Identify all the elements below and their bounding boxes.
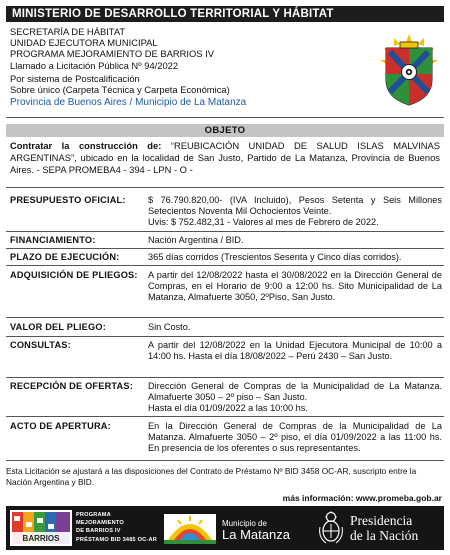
divider [6,231,444,232]
unidad-line: UNIDAD EJECUTORA MUNICIPAL [10,37,158,49]
promeba-caption: PROGRAMA MEJORAMIENTO DE BARRIOS IV PRÉSTAMO BID 3485 OC-AR [76,512,157,543]
row-label: FINANCIAMIENTO: [10,235,96,245]
row-label: ADQUISICIÓN DE PLIEGOS: [10,270,138,280]
header-block [10,26,370,108]
sobre-line: Sobre único (Carpeta Técnica y Carpeta Económica) [10,84,230,96]
row-value: Nación Argentina / BID. [148,235,244,245]
row-label: RECEPCIÓN DE OFERTAS: [10,381,133,391]
provincia-line: Provincia de Buenos Aires / Municipio de La Matanza [10,97,247,109]
footer-logos [6,506,444,550]
la-matanza-logo-icon [164,514,216,544]
row-value: A partir del 12/08/2022 hasta el 30/08/2022 en la Dirección General de Compras, en el Horario de 9:00 a 12:00 hs. Sito Municipalidad de La Matanza, Almafuerte 3050, 2ºPiso, San Justo. [148,270,442,302]
footnote: Esta Licitación se ajustará a las disposiciones del Contrato de Préstamo Nº BID 3458 OC-AR, suscripto entre la Nación Argentina y BID. [6,466,417,487]
row-value: A partir del 12/08/2022 en la Unidad Ejecutora Municipal de 10:00 a 14:00 hs. Hasta el día 18/08/2022 – Perú 2430 – San Justo. [148,340,442,361]
secretaria-line: SECRETARÍA DE HÁBITAT [10,26,126,37]
municipal-coat-of-arms-icon [378,34,440,106]
objeto-body: “REUBICACIÓN UNIDAD DE SALUD ISLAS MALVINAS ARGENTINAS”, ubicado en la localidad de San Justo, Partido de La Matanza, Provincia de Buenos Aires. - SEPA PROMEBA4 - 394 - LPN - O - [10,140,440,176]
promeba-logo-icon [10,510,72,546]
divider [6,416,444,417]
objeto-heading: OBJETO [6,124,444,137]
ministry-bar: MINISTERIO DE DESARROLLO TERRITORIAL Y HÁBITAT [6,6,444,22]
presidencia-caption: Presidencia de la Nación [350,513,419,543]
divider [6,265,444,266]
row-value: Sin Costo. [148,322,191,332]
svg-text:BARRIOS: BARRIOS [22,534,60,543]
row-value: En la Dirección General de Compras de la Municipalidad de La Matanza. Almafuerte 3050 – 2º piso, el día 01/09/2022 a las 11:00 hs. En presencia de los oferentes o sus representantes. [148,421,442,453]
national-coat-of-arms-icon [318,511,344,545]
la-matanza-caption: Municipio de La Matanza [222,519,290,542]
objeto-lead: Contratar la construcción de: [10,140,162,151]
row-label: VALOR DEL PLIEGO: [10,322,106,332]
row-value: 365 días corridos (Trescientos Sesenta y Cinco días corridos). [148,252,402,262]
mas-info-link[interactable]: más información: www.promeba.gob.ar [282,493,442,503]
row-label: PRESUPUESTO OFICIAL: [10,195,126,205]
divider [6,317,444,318]
row-value: $ 76.790.820,00- (IVA Incluido), Pesos Setenta y Seis Millones Setecientos Noventa Mil Ochocientos Veinte. Uvis: $ 752.482,31 - Valores al mes de Febrero de 2022. [148,195,442,227]
divider [6,377,444,378]
llamado-line: Llamado a Licitación Pública Nº 94/2022 [10,59,179,71]
row-label: CONSULTAS: [10,340,71,350]
objeto-description [10,140,440,177]
divider [6,460,444,461]
divider [6,336,444,337]
row-label: ACTO DE APERTURA: [10,421,111,431]
sistema-line: Por sistema de Postcalificación [10,72,140,84]
divider [6,117,444,118]
divider [6,187,444,188]
programa-line: PROGRAMA MEJORAMIENTO DE BARRIOS IV [10,48,215,60]
divider [6,248,444,249]
row-label: PLAZO DE EJECUCIÓN: [10,252,120,262]
row-value: Dirección General de Compras de la Municipalidad de La Matanza. Almafuerte 3050 – 2º piso – San Justo. Hasta el día 01/09/2022 a las 10:00 hs. [148,381,442,413]
